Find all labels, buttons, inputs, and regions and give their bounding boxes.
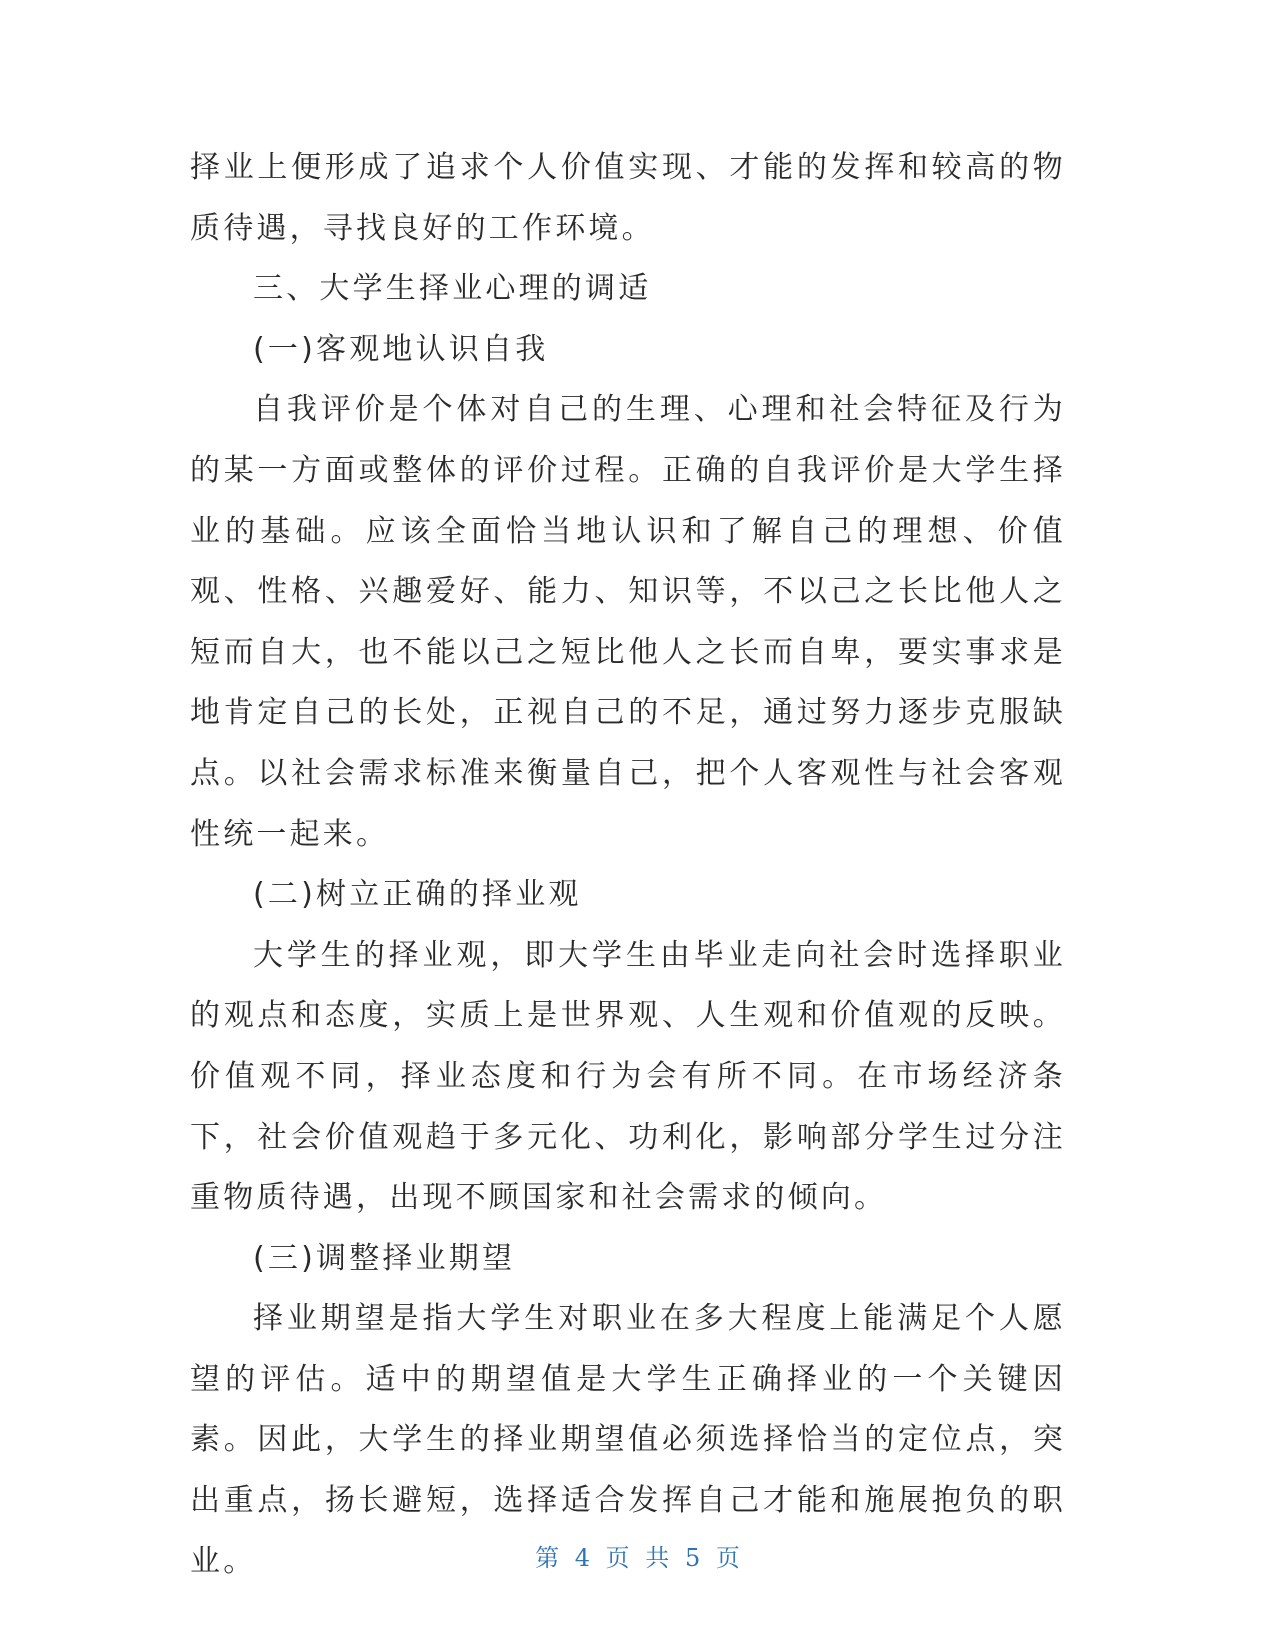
subsection-heading: (一)客观地认识自我 (253, 331, 549, 367)
paragraph: 大学生的择业观，即大学生由毕业走向社会时选择职业的观点和态度，实质上是世界观、人生观和价值观的反映。价值观不同，择业态度和行为会有所不同。在市场经济条下，社会价值观趋于多元化、功利化，影响部分学生过分注重物质待遇，出现不顾国家和社会需求的倾向。 (190, 937, 1066, 1216)
page-number-footer: 第 4 页 共 5 页 (535, 1544, 740, 1572)
subsection-heading: (二)树立正确的择业观 (253, 877, 582, 913)
document-body (190, 138, 1066, 1592)
subsection-heading: (三)调整择业期望 (253, 1240, 516, 1276)
paragraph-continued: 择业上便形成了追求个人价值实现、才能的发挥和较高的物质待遇，寻找良好的工作环境。 (190, 150, 1066, 246)
paragraph: 择业期望是指大学生对职业在多大程度上能满足个人愿望的评估。适中的期望值是大学生正确择业的一个关键因素。因此，大学生的择业期望值必须选择恰当的定位点，突出重点，扬长避短，选择适合发挥自己才能和施展抱负的职业。 (190, 1301, 1066, 1579)
paragraph: 自我评价是个体对自己的生理、心理和社会特征及行为的某一方面或整体的评价过程。正确的自我评价是大学生择业的基础。应该全面恰当地认识和了解自己的理想、价值观、性格、兴趣爱好、能力、知识等，不以己之长比他人之短而自大，也不能以己之短比他人之长而自卑，要实事求是地肯定自己的长处，正视自己的不足，通过努力逐步克服缺点。以社会需求标准来衡量自己，把个人客观性与社会客观性统一起来。 (190, 392, 1066, 852)
section-heading: 三、大学生择业心理的调适 (253, 271, 652, 307)
